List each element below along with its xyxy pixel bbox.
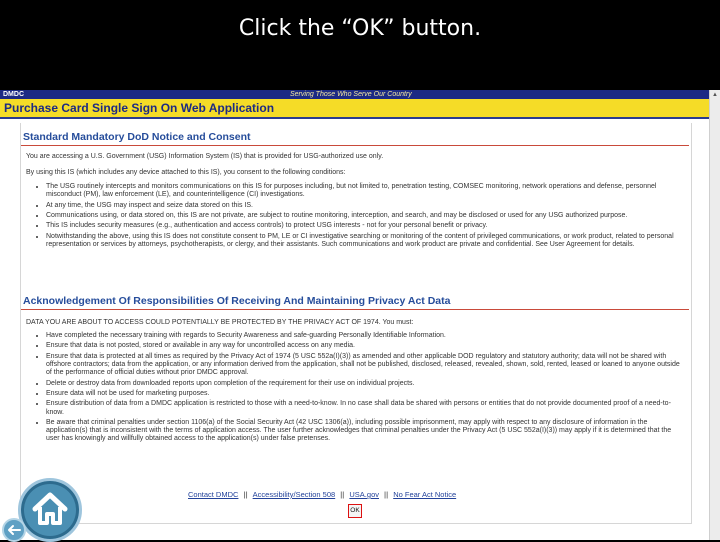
consent-panel xyxy=(20,123,692,524)
notice-heading xyxy=(21,131,689,146)
list-item: • Notwithstanding the above, using this IS does not constitute consent to PM, LE or CI investigative searching or monitoring of the content of privileged communications, or work product, related to personal representation or services by attorneys, psychotherapists, or clergy, and their assistants. Such communications and work product are private and confidential. See User Agreement for details. xyxy=(46,233,681,249)
slogan-label: Serving Those Who Serve Our Country xyxy=(290,91,412,98)
browser-viewport xyxy=(0,90,720,540)
list-item: • Have completed the necessary training with regards to Security Awareness and safe-guarding Personally Identifiable Information. xyxy=(46,332,681,340)
no-fear-act-link[interactable]: No Fear Act Notice xyxy=(393,490,457,499)
list-item: • Communications using, or data stored on, this IS are not private, are subject to routine monitoring, interception, and search, and may be disclosed or used for any USG authorized purpose. xyxy=(46,212,681,220)
list-item: • Ensure distribution of data from a DMDC application is restricted to those with a need-to-know. In no case shall data be shared with persons or entities that do not provide documented proof of a need-to-know. xyxy=(46,400,681,416)
top-banner xyxy=(0,90,710,99)
notice-title: Standard Mandatory DoD Notice and Consent xyxy=(23,131,251,143)
scroll-up-arrow-icon[interactable]: ▲ xyxy=(712,92,718,98)
notice-intro-1: You are accessing a U.S. Government (USG) Information System (IS) that is provided for USG-authorized use only. xyxy=(26,153,384,160)
notice-list xyxy=(26,183,681,251)
contact-dmdc-link[interactable]: Contact DMDC xyxy=(188,490,239,499)
back-arrow-icon xyxy=(7,524,21,536)
privacy-intro: DATA YOU ARE ABOUT TO ACCESS COULD POTENTIALLY BE PROTECTED BY THE PRIVACY ACT OF 1974. You must: xyxy=(26,319,414,326)
back-button[interactable] xyxy=(2,518,26,542)
list-item: • Be aware that criminal penalties under section 1106(a) of the Social Security Act (42 USC 1306(a)), including possible imprisonment, may apply with respect to any disclosure of information in the application(s) that is inconsistent with the terms of application access. The user further acknowledges that criminal penalties under the Privacy Act (5 USC 552a(I)(3)) may apply if it is determined that the user has knowingly and willfully obtained access to the application(s) under false pretenses. xyxy=(46,419,681,444)
home-icon xyxy=(31,490,69,528)
instruction-caption: Click the “OK” button. xyxy=(238,16,482,41)
list-item: • Delete or destroy data from downloaded reports upon completion of the requirement for their use on individual projects. xyxy=(46,380,681,388)
list-item: • Ensure data will not be used for marketing purposes. xyxy=(46,390,681,398)
home-button[interactable] xyxy=(18,478,82,542)
privacy-title: Acknowledgement Of Responsibilities Of Receiving And Maintaining Privacy Act Data xyxy=(23,295,451,307)
app-title-bar xyxy=(0,99,710,119)
ok-button[interactable]: OK xyxy=(348,504,362,518)
list-item: • Ensure that data is not posted, stored or available in any way for uncontrolled access on any media. xyxy=(46,342,681,350)
list-item: • Ensure that data is protected at all times as required by the Privacy Act of 1974 (5 USC 552a(I)(3)) as amended and other applicable DOD regulatory and statutory authority; data will not be shared with offshore contractors; data from the application, or any information derived from the application, shall not be published, disclosed, released, revealed, shown, sold, rented, leased or loaned to anyone outside of the performance of official duties without prior DMDC approval. xyxy=(46,353,681,378)
list-item: • The USG routinely intercepts and monitors communications on this IS for purposes including, but not limited to, penetration testing, COMSEC monitoring, network operations and defense, personnel misconduct (PM), law enforcement (LE), and counterintelligence (CI) investigations. xyxy=(46,183,681,199)
vertical-scrollbar[interactable] xyxy=(709,90,720,540)
notice-intro-2: By using this IS (which includes any device attached to this IS), you consent to the following conditions: xyxy=(26,169,346,176)
app-title: Purchase Card Single Sign On Web Application xyxy=(4,101,275,115)
list-item: • At any time, the USG may inspect and seize data stored on this IS. xyxy=(46,202,681,210)
privacy-list xyxy=(26,332,681,446)
accessibility-link[interactable]: Accessibility/Section 508 xyxy=(252,490,336,499)
org-label: DMDC xyxy=(3,91,24,98)
footer-links: Contact DMDC || Accessibility/Section 508 || USA.gov || No Fear Act Notice xyxy=(188,490,457,499)
usa-gov-link[interactable]: USA.gov xyxy=(349,490,379,499)
privacy-heading xyxy=(21,295,689,310)
list-item: • This IS includes security measures (e.g., authentication and access controls) to protect USG interests - not for your personal benefit or privacy. xyxy=(46,222,681,230)
